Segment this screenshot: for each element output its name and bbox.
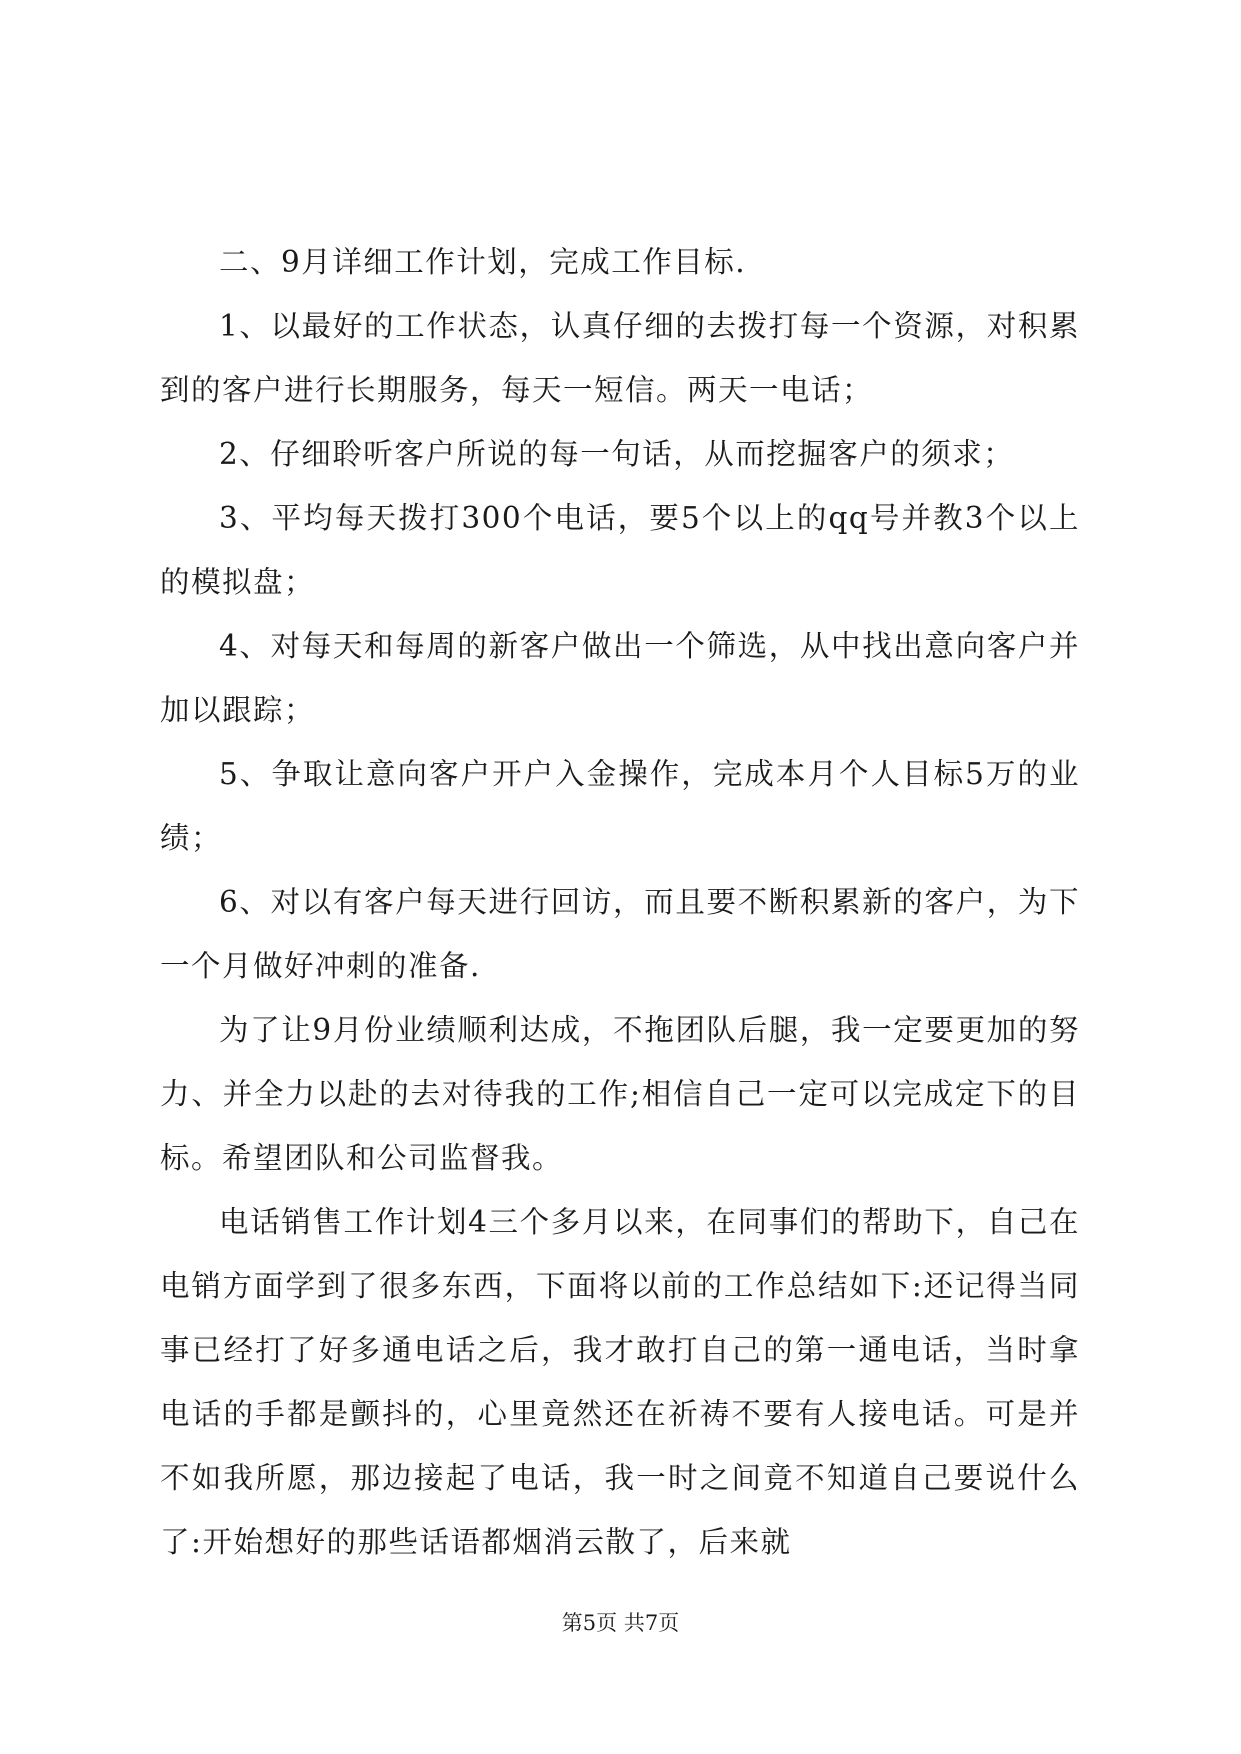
paragraph-item-1: 1、以最好的工作状态，认真仔细的去拨打每一个资源，对积累到的客户进行长期服务，每天一短信。两天一电话；: [160, 309, 1080, 407]
paragraph-plan-4-intro: 电话销售工作计划4三个多月以来，在同事们的帮助下，自己在电销方面学到了很多东西，下面将以前的工作总结如下:还记得当同事已经打了好多通电话之后，我才敢打自己的第一通电话，当时拿电话的手都是颤抖的，心里竟然还在祈祷不要有人接电话。可是并不如我所愿，那边接起了电话，我一时之间竟不知道自己要说什么了:开始想好的那些话语都烟消云散了，后来就: [160, 1205, 1080, 1559]
paragraph-conclusion: 为了让9月份业绩顺利达成，不拖团队后腿，我一定要更加的努力、并全力以赴的去对待我的工作;相信自己一定可以完成定下的目标。希望团队和公司监督我。: [160, 1013, 1080, 1175]
paragraph-item-5: 5、争取让意向客户开户入金操作，完成本月个人目标5万的业绩；: [160, 757, 1080, 855]
document-body: [160, 230, 1080, 1574]
page-number-footer: 第5页 共7页: [561, 1611, 680, 1635]
paragraph-item-4: 4、对每天和每周的新客户做出一个筛选，从中找出意向客户并加以跟踪；: [160, 629, 1080, 727]
paragraph-item-6: 6、对以有客户每天进行回访，而且要不断积累新的客户，为下一个月做好冲刺的准备.: [160, 885, 1080, 983]
paragraph-item-3: 3、平均每天拨打300个电话，要5个以上的qq号并教3个以上的模拟盘；: [160, 501, 1080, 599]
paragraph-item-2: 2、仔细聆听客户所说的每一句话，从而挖掘客户的须求；: [219, 437, 1015, 471]
paragraph-section-heading: 二、9月详细工作计划，完成工作目标.: [219, 245, 747, 279]
